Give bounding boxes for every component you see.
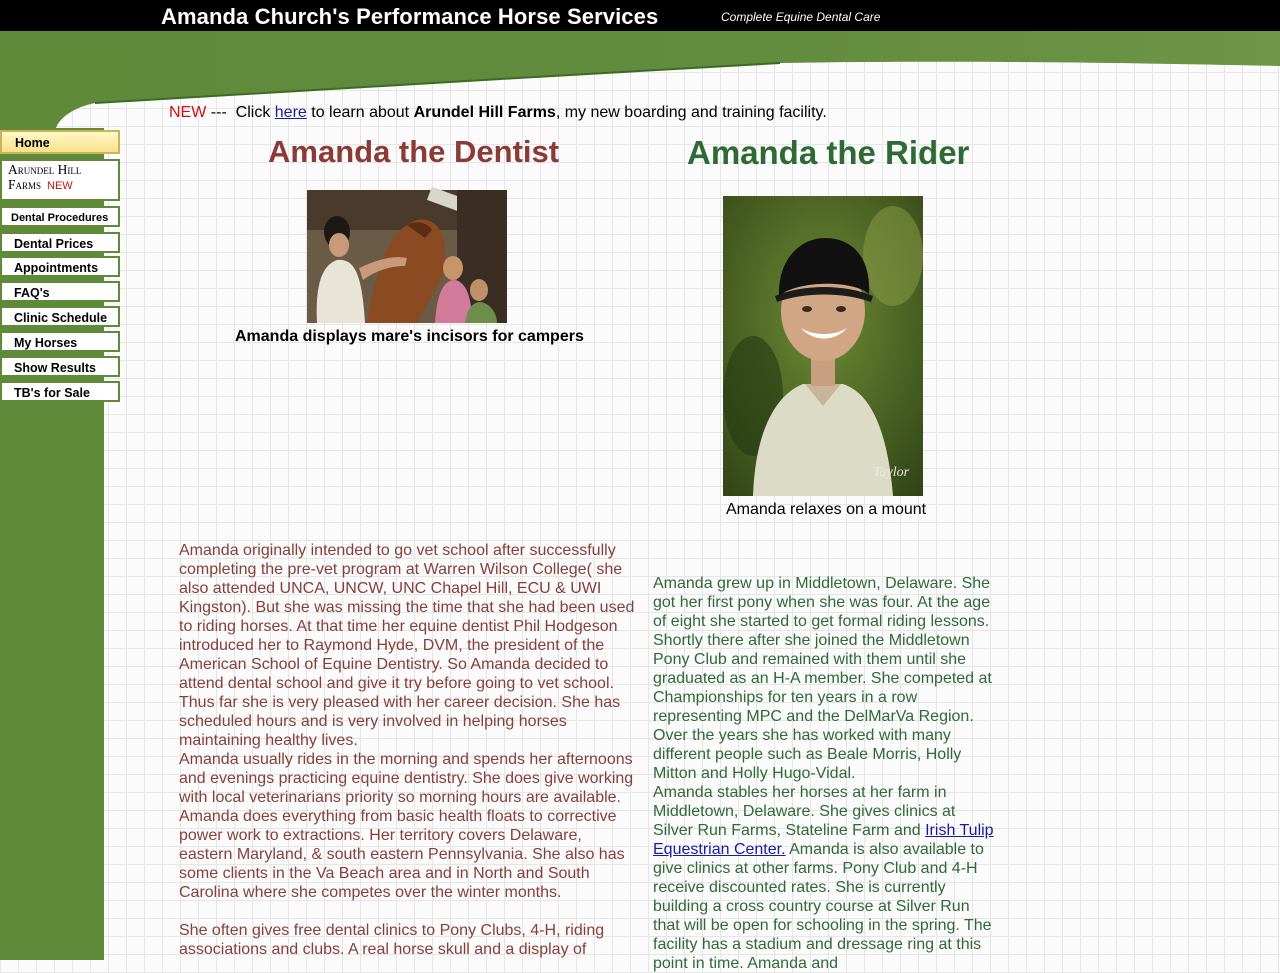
irish-tulip-link[interactable]: Irish Tulip Equestrian Center. — [653, 822, 994, 858]
nav-dental-procedures-label: Dental Procedures — [11, 212, 109, 224]
svg-text:Taylor: Taylor — [873, 465, 910, 480]
rider-photo — [723, 196, 923, 496]
header-bar — [0, 0, 1280, 31]
nav-tbs-for-sale-label: TB's for Sale — [14, 386, 90, 400]
nav-my-horses[interactable] — [0, 331, 120, 352]
rider-heading: Amanda the Rider — [687, 134, 970, 171]
nav-dental-prices-label: Dental Prices — [14, 237, 94, 251]
nav-show-results[interactable] — [0, 356, 120, 377]
new-badge: NEW — [47, 180, 73, 192]
nav-faqs[interactable] — [0, 281, 120, 302]
site-tagline: Complete Equine Dental Care — [721, 10, 881, 24]
nav-clinic-schedule-label: Clinic Schedule — [14, 311, 108, 325]
site-title: Amanda Church's Performance Horse Services — [161, 4, 659, 29]
nav-clinic-schedule[interactable] — [0, 306, 120, 327]
here-link[interactable]: here — [274, 104, 307, 121]
announcement — [169, 104, 827, 122]
nav-show-results-label: Show Results — [14, 361, 96, 375]
dentist-caption: Amanda displays mare's incisors for campers — [235, 328, 584, 345]
nav-appointments-label: Appointments — [14, 261, 99, 275]
announcement-middle: to learn about — [311, 104, 410, 121]
nav-arundel-label: Arundel Hill Farms — [8, 162, 82, 192]
nav-dental-prices[interactable] — [0, 232, 120, 253]
announcement-click: Click — [235, 104, 271, 121]
nav-home[interactable] — [0, 130, 120, 154]
nav-my-horses-label: My Horses — [14, 336, 78, 350]
dentist-body — [179, 541, 639, 959]
rider-paragraph — [653, 783, 998, 973]
announcement-new-tag: NEW — [169, 104, 207, 121]
dentist-paragraph: She often gives free dental clinics to Pony Clubs, 4-H, riding associations and clubs. A real horse skull and a display of — [179, 922, 605, 958]
nav-dental-procedures[interactable] — [0, 206, 120, 227]
nav-appointments[interactable] — [0, 256, 120, 277]
nav-arundel-hill-farms[interactable] — [0, 159, 120, 201]
nav-home-label: Home — [15, 136, 50, 150]
rider-paragraph: Amanda grew up in Middletown, Delaware. She got her first pony when she was four. At the age of eight she started to get formal riding lessons. Shortly there after she joined the Middletown Pony Club and remained with them until she graduated as an H-A member. She competed at Championships for ten years in a row representing MPC and the DelMarVa Region. Over the years she has worked with many different people such as Beale Morris, Holly Mitton and Holly Hugo-Vidal. — [653, 575, 992, 782]
dentist-paragraph: Amanda originally intended to go vet school after successfully completing the pre-vet program at Warren Wilson College( she also attended UNCA, UNCW, UNC Chapel Hill, ECU & UWI Kingston). But she was missing the time that she had been used to riding horses. At that time her equine dentist Phil Hodgeson introduced her to Raymond Hyde, DVM, the president of the American School of Equine Dentistry. So Amanda decided to attend dental school and give it try before going to vet school. Thus far she is very pleased with her career decision. She has scheduled hours and is very involved in helping horses maintaining healthy lives. — [179, 542, 635, 749]
rider-body — [653, 574, 998, 973]
rider-paragraph-start: Amanda stables her horses at her farm in Middletown, Delaware. She gives clinics at Silver Run Farms, Stateline Farm and — [653, 784, 956, 839]
dentist-photo — [307, 190, 507, 323]
dentist-heading: Amanda the Dentist — [268, 134, 560, 169]
nav-faqs-label: FAQ's — [14, 286, 50, 300]
dentist-paragraph: Amanda usually rides in the morning and spends her afternoons and evenings practicing equine dentistry. She does give working with local veterinarians priority so morning hours are available. Amanda does everything from basic health floats to corrective power work to extractions. Her territory covers Delaware, eastern Maryland, & south eastern Pennsylvania. She also has some clients in the Va Beach area and in North and South Carolina where she competes over the winter months. — [179, 751, 634, 901]
announcement-dash: --- — [210, 104, 227, 121]
rider-paragraph-end: Amanda is also available to give clinics at other farms. Pony Club and 4-H receive discounted rates. She is currently building a cross country course at Silver Run that will be open for schooling in the spring. The facility has a stadium and dressage ring at this point in time. Amanda and — [653, 841, 992, 972]
announcement-farm-name: Arundel Hill Farms — [413, 104, 556, 121]
rider-caption: Amanda relaxes on a mount — [726, 501, 927, 518]
announcement-rest: , my new boarding and training facility. — [555, 104, 827, 121]
nav-tbs-for-sale[interactable] — [0, 381, 120, 402]
